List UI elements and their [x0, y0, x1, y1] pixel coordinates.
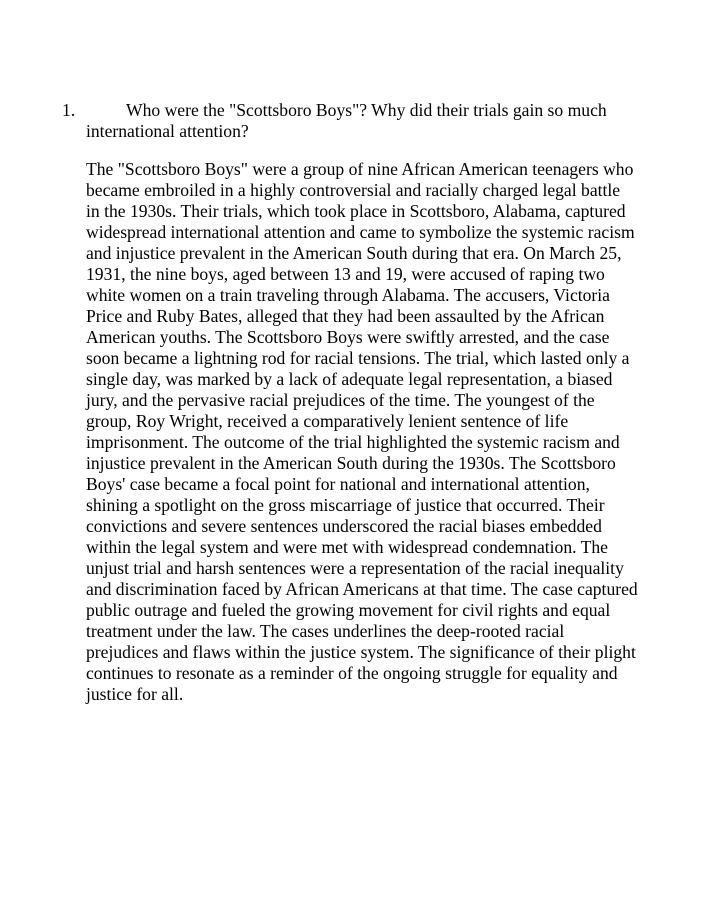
answer-paragraph: The "Scottsboro Boys" were a group of nine African American teenagers who became embroiled in a highly controversial and racially charged legal battle in the 1930s. Their trials, which took place in Scottsboro, Alabama, captured widespread international attention and came to symbolize the systemic racism and injustice prevalent in the American South during that era. On March 25, 1931, the nine boys, aged between 13 and 19, were accused of raping two white women on a train traveling through Alabama. The accusers, Victoria Price and Ruby Bates, alleged that they had been assaulted by the African American youths. The Scottsboro Boys were swiftly arrested, and the case soon became a lightning rod for racial tensions. The trial, which lasted only a single day, was marked by a lack of adequate legal representation, a biased jury, and the pervasive racial prejudices of the time. The youngest of the group, Roy Wright, received a comparatively lenient sentence of life imprisonment. The outcome of the trial highlighted the systemic racism and injustice prevalent in the American South during the 1930s. The Scottsboro Boys' case became a focal point for national and international attention, shining a spotlight on the gross miscarriage of justice that occurred. Their convictions and severe sentences underscored the racial biases embedded within the legal system and were met with widespread condemnation. The unjust trial and harsh sentences were a representation of the racial inequality and discrimination faced by African Americans at that time. The case captured public outrage and fueled the growing movement for civil rights and equal treatment under the law. The cases underlines the deep-rooted racial prejudices and flaws within the justice system. The significance of their plight continues to resonate as a reminder of the ongoing struggle for equality and justice for all.	[86, 159, 638, 704]
question-item	[62, 100, 642, 142]
question-text: Who were the "Scottsboro Boys"? Why did their trials gain so much international attention?	[86, 100, 607, 141]
question-number: 1.	[62, 100, 76, 120]
